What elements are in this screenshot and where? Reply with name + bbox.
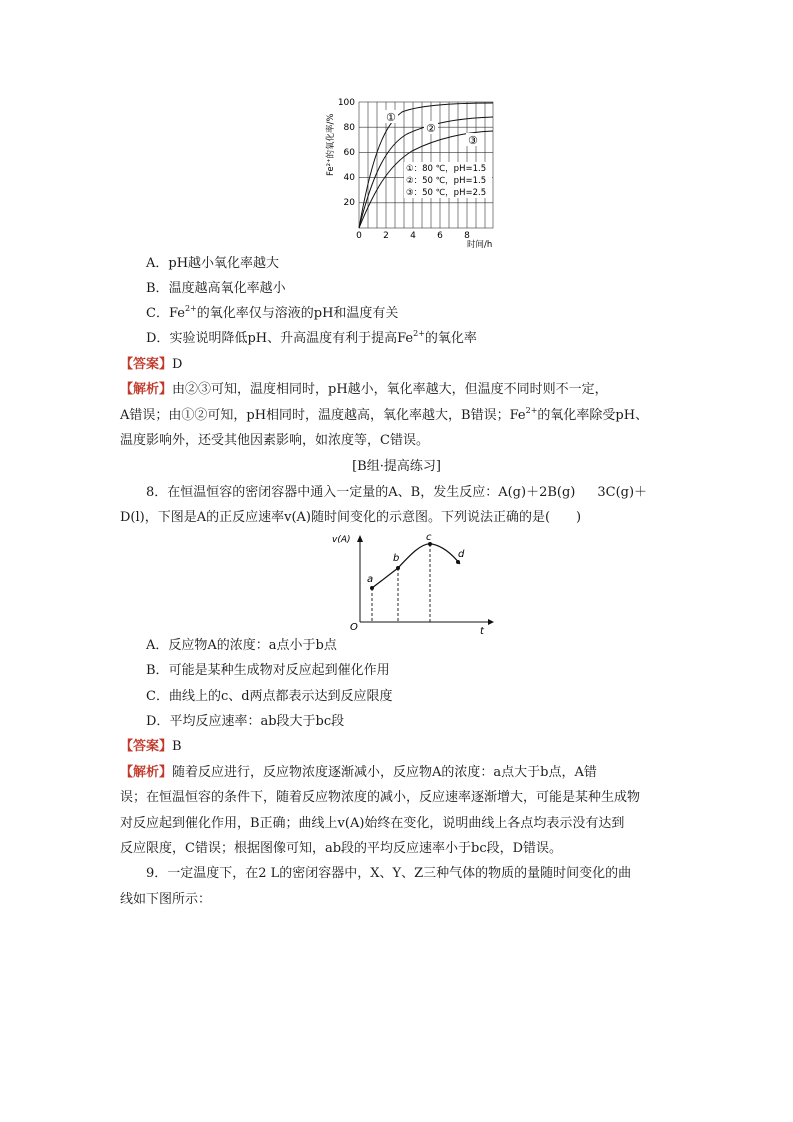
q8-answer: 【答案】B: [120, 739, 182, 754]
section-title: [B组·提高练习]: [352, 459, 441, 474]
x-tick-label: 0: [356, 231, 362, 241]
origin-label: O: [350, 622, 358, 633]
q8-explanation-line: 误；在恒温恒容的条件下，随着反应物浓度的减小，反应速率逐渐增大，可能是某种生成物: [120, 790, 641, 805]
q7-option-b: B．温度越高氧化率越小: [146, 281, 286, 296]
rate-curve: [372, 544, 460, 588]
q9-stem-line: 线如下图所示：: [120, 892, 212, 907]
q7-answer: 【答案】D: [120, 357, 183, 372]
x-tick-label: 6: [437, 231, 443, 241]
x-tick-label: 4: [410, 231, 416, 241]
q8-option-c: C．曲线上的c、d两点都表示达到反应限度: [146, 689, 393, 704]
q8-explanation-line: 对反应起到催化作用，B正确；曲线上v(A)始终在变化，说明曲线上各点均表示没有达到: [120, 816, 625, 831]
x-tick-label: 2: [383, 231, 389, 241]
x-tick-label: 8: [464, 231, 470, 241]
q7-explanation-line: 【解析】由②③可知，温度相同时，pH越小，氧化率越大，但温度不同时则不一定，: [120, 382, 608, 397]
curve-label-2: ②: [426, 122, 436, 135]
point-label-c: c: [426, 532, 432, 543]
x-axis-label: t: [480, 626, 484, 637]
y-axis-label: v(A): [332, 535, 351, 545]
q8-option-d: D．平均反应速率：ab段大于bc段: [146, 714, 345, 729]
q8-stem-line: D(l)，下图是A的正反应速率v(A)随时间变化的示意图。下列说法正确的是( ): [120, 510, 582, 525]
q7-explanation-line: A错误；由①②可知，pH相同时，温度越高，氧化率越大，B错误；$Fe^{2+}$的氧化率除受pH、: [120, 406, 649, 423]
point-label-d: d: [458, 549, 465, 560]
curve-label-1: ①: [386, 111, 396, 124]
q7-option-d: D．实验说明降低pH、升高温度有利于提高$Fe^{2+}$的氧化率: [146, 329, 477, 346]
q8-explanation-line: 反应限度，C错误；根据图像可知，ab段的平均反应速率小于bc段，D错误。: [120, 841, 563, 856]
oxidation-rate-chart: [322, 96, 502, 248]
y-tick-label: 40: [343, 173, 355, 183]
legend-item-2: ②：50 ℃，pH=1.5: [406, 176, 487, 186]
y-axis-label: Fe²⁺的氧化率/%: [326, 113, 336, 176]
q8-explanation-line: 【解析】随着反应进行，反应物浓度逐渐减小，反应物A的浓度：a点大于b点，A错: [120, 765, 597, 780]
q7-explanation-line: 温度影响外，还受其他因素影响，如浓度等，C错误。: [120, 433, 429, 448]
x-axis-label: 时间/h: [467, 240, 493, 248]
legend-item-1: ①：80 ℃，pH=1.5: [406, 164, 487, 174]
y-tick-label: 100: [337, 98, 355, 108]
y-tick-label: 20: [343, 198, 355, 208]
q8-option-a: A．反应物A的浓度：a点小于b点: [146, 638, 337, 653]
q8-stem-line: 8．在恒温恒容的密闭容器中通入一定量的A、B，发生反应：A(g)＋2B(g) 3C(g)＋: [146, 485, 648, 500]
point-label-b: b: [393, 553, 400, 564]
q9-stem-line: 9．一定温度下，在2 L的密闭容器中，X、Y、Z三种气体的物质的量随时间变化的曲: [146, 866, 632, 881]
point-label-a: a: [367, 574, 374, 585]
curve-label-3: ③: [468, 134, 478, 147]
q7-option-c: C．$Fe^{2+}$的氧化率仅与溶液的pH和温度有关: [146, 304, 399, 321]
q7-option-a: A．pH越小氧化率越大: [146, 256, 280, 271]
q8-option-b: B．可能是某种生成物对反应起到催化作用: [146, 663, 390, 678]
legend-item-3: ③：50 ℃，pH=2.5: [406, 188, 487, 198]
y-tick-label: 80: [343, 123, 355, 133]
rate-time-chart: [330, 530, 495, 638]
y-tick-label: 60: [343, 148, 355, 158]
